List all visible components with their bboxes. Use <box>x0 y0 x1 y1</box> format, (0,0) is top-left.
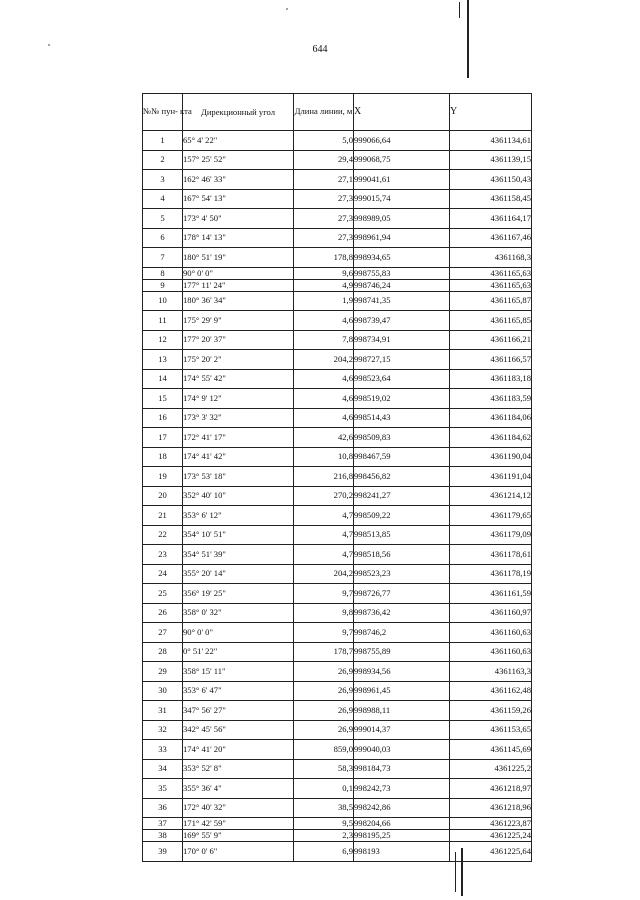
table-row <box>143 279 532 291</box>
scan-artifact-dot <box>286 8 288 10</box>
cell-point-number: 26 <box>143 603 183 623</box>
cell-line-length: 178,7 <box>294 642 354 662</box>
cell-line-length: 9,7 <box>294 584 354 604</box>
cell-line-length: 26,9 <box>294 662 354 682</box>
table-row <box>143 506 532 526</box>
table-row <box>143 189 532 209</box>
cell-line-length: 27,3 <box>294 228 354 248</box>
cell-x: 998456,82 <box>354 467 450 487</box>
cell-x: 999066,64 <box>354 131 450 151</box>
cell-y: 4361218,97 <box>450 779 532 799</box>
cell-point-number: 8 <box>143 267 183 279</box>
cell-y: 4361178,19 <box>450 564 532 584</box>
cell-line-length: 4,7 <box>294 506 354 526</box>
cell-point-number: 35 <box>143 779 183 799</box>
table-row <box>143 350 532 370</box>
cell-line-length: 26,9 <box>294 681 354 701</box>
table-row <box>143 209 532 229</box>
header-point-number: №№ пун- кта <box>143 94 183 131</box>
cell-point-number: 33 <box>143 740 183 760</box>
cell-x: 998514,43 <box>354 408 450 428</box>
cell-x: 998755,83 <box>354 267 450 279</box>
cell-point-number: 13 <box>143 350 183 370</box>
cell-point-number: 38 <box>143 830 183 842</box>
cell-x: 998755,89 <box>354 642 450 662</box>
cell-line-length: 9,8 <box>294 603 354 623</box>
table-row <box>143 642 532 662</box>
cell-y: 4361166,21 <box>450 330 532 350</box>
cell-y: 4361183,59 <box>450 389 532 409</box>
cell-direction-angle: 177° 11' 24" <box>183 279 294 291</box>
cell-y: 4361160,63 <box>450 642 532 662</box>
cell-line-length: 27,1 <box>294 170 354 190</box>
cell-point-number: 3 <box>143 170 183 190</box>
cell-line-length: 4,6 <box>294 311 354 331</box>
table-row <box>143 662 532 682</box>
table-row <box>143 564 532 584</box>
cell-x: 998242,73 <box>354 779 450 799</box>
cell-direction-angle: 355° 20' 14" <box>183 564 294 584</box>
table-row <box>143 486 532 506</box>
cell-point-number: 27 <box>143 623 183 643</box>
cell-line-length: 4,7 <box>294 525 354 545</box>
cell-line-length: 859,0 <box>294 740 354 760</box>
cell-y: 4361134,61 <box>450 131 532 151</box>
cell-direction-angle: 352° 40' 10" <box>183 486 294 506</box>
cell-point-number: 11 <box>143 311 183 331</box>
cell-direction-angle: 356° 19' 25" <box>183 584 294 604</box>
cell-x: 998934,56 <box>354 662 450 682</box>
cell-y: 4361153,65 <box>450 720 532 740</box>
table-row <box>143 798 532 818</box>
cell-line-length: 38,5 <box>294 798 354 818</box>
cell-point-number: 23 <box>143 545 183 565</box>
cell-direction-angle: 174° 41' 42" <box>183 447 294 467</box>
cell-line-length: 27,3 <box>294 209 354 229</box>
cell-point-number: 12 <box>143 330 183 350</box>
table-row <box>143 681 532 701</box>
cell-y: 4361225,24 <box>450 830 532 842</box>
cell-line-length: 216,8 <box>294 467 354 487</box>
cell-direction-angle: 170° 0' 6" <box>183 842 294 862</box>
table-row <box>143 720 532 740</box>
cell-direction-angle: 169° 55' 9" <box>183 830 294 842</box>
cell-line-length: 6,9 <box>294 842 354 862</box>
cell-direction-angle: 353° 6' 12" <box>183 506 294 526</box>
cell-direction-angle: 180° 51' 19" <box>183 248 294 268</box>
cell-x: 999068,75 <box>354 150 450 170</box>
cell-point-number: 5 <box>143 209 183 229</box>
cell-direction-angle: 358° 0' 32" <box>183 603 294 623</box>
table-row <box>143 389 532 409</box>
table-row <box>143 369 532 389</box>
cell-line-length: 27,3 <box>294 189 354 209</box>
cell-direction-angle: 342° 45' 56" <box>183 720 294 740</box>
table-row <box>143 248 532 268</box>
table-row <box>143 779 532 799</box>
cell-x: 998988,11 <box>354 701 450 721</box>
table-row <box>143 701 532 721</box>
cell-direction-angle: 180° 36' 34" <box>183 291 294 311</box>
cell-x: 998193 <box>354 842 450 862</box>
cell-y: 4361190,04 <box>450 447 532 467</box>
cell-y: 4361168,3 <box>450 248 532 268</box>
cell-direction-angle: 178° 14' 13" <box>183 228 294 248</box>
cell-point-number: 34 <box>143 759 183 779</box>
cell-point-number: 22 <box>143 525 183 545</box>
cell-y: 4361161,59 <box>450 584 532 604</box>
cell-y: 4361191,04 <box>450 467 532 487</box>
cell-line-length: 26,9 <box>294 701 354 721</box>
cell-y: 4361184,62 <box>450 428 532 448</box>
table-row <box>143 467 532 487</box>
table-row <box>143 131 532 151</box>
cell-x: 998727,15 <box>354 350 450 370</box>
cell-direction-angle: 162° 46' 33" <box>183 170 294 190</box>
cell-direction-angle: 358° 15' 11" <box>183 662 294 682</box>
cell-y: 4361167,46 <box>450 228 532 248</box>
cell-y: 4361218,96 <box>450 798 532 818</box>
cell-x: 998736,42 <box>354 603 450 623</box>
cell-y: 4361150,43 <box>450 170 532 190</box>
cell-y: 4361166,57 <box>450 350 532 370</box>
cell-direction-angle: 353° 6' 47" <box>183 681 294 701</box>
cell-direction-angle: 174° 41' 20" <box>183 740 294 760</box>
cell-y: 4361165,63 <box>450 267 532 279</box>
cell-x: 998726,77 <box>354 584 450 604</box>
cell-x: 998519,02 <box>354 389 450 409</box>
cell-direction-angle: 90° 0' 0" <box>183 267 294 279</box>
cell-point-number: 16 <box>143 408 183 428</box>
cell-direction-angle: 173° 3' 32" <box>183 408 294 428</box>
cell-point-number: 31 <box>143 701 183 721</box>
table-row <box>143 584 532 604</box>
table-row <box>143 267 532 279</box>
table-row <box>143 291 532 311</box>
cell-direction-angle: 172° 40' 32" <box>183 798 294 818</box>
cell-x: 998989,05 <box>354 209 450 229</box>
cell-x: 998204,66 <box>354 818 450 830</box>
header-line-length: Длина линии, м <box>294 94 354 131</box>
scan-artifact-dot <box>48 44 50 46</box>
cell-line-length: 204,2 <box>294 564 354 584</box>
header-y: Y <box>450 94 532 131</box>
cell-direction-angle: 0° 51' 22" <box>183 642 294 662</box>
table-row <box>143 818 532 830</box>
cell-x: 998509,22 <box>354 506 450 526</box>
cell-x: 998523,64 <box>354 369 450 389</box>
table-row <box>143 330 532 350</box>
cell-point-number: 32 <box>143 720 183 740</box>
table-row <box>143 623 532 643</box>
cell-line-length: 29,4 <box>294 150 354 170</box>
cell-x: 999014,37 <box>354 720 450 740</box>
cell-direction-angle: 90° 0' 0" <box>183 623 294 643</box>
cell-line-length: 7,8 <box>294 330 354 350</box>
cell-x: 998195,25 <box>354 830 450 842</box>
table-row <box>143 603 532 623</box>
cell-line-length: 1,9 <box>294 291 354 311</box>
table-header-row <box>143 94 532 131</box>
cell-point-number: 9 <box>143 279 183 291</box>
cell-line-length: 2,3 <box>294 830 354 842</box>
cell-line-length: 58,3 <box>294 759 354 779</box>
cell-line-length: 178,8 <box>294 248 354 268</box>
cell-point-number: 20 <box>143 486 183 506</box>
cell-point-number: 21 <box>143 506 183 526</box>
cell-x: 999040,03 <box>354 740 450 760</box>
cell-point-number: 36 <box>143 798 183 818</box>
cell-point-number: 24 <box>143 564 183 584</box>
cell-y: 4361165,63 <box>450 279 532 291</box>
cell-x: 998746,24 <box>354 279 450 291</box>
cell-y: 4361225,64 <box>450 842 532 862</box>
table-row <box>143 311 532 331</box>
cell-direction-angle: 177° 20' 37" <box>183 330 294 350</box>
cell-line-length: 4,6 <box>294 389 354 409</box>
cell-y: 4361184,06 <box>450 408 532 428</box>
coordinates-table <box>142 93 532 862</box>
cell-y: 4361139,15 <box>450 150 532 170</box>
cell-point-number: 4 <box>143 189 183 209</box>
cell-y: 4361179,09 <box>450 525 532 545</box>
cell-y: 4361164,17 <box>450 209 532 229</box>
cell-point-number: 19 <box>143 467 183 487</box>
cell-y: 4361160,63 <box>450 623 532 643</box>
header-x: X <box>354 94 450 131</box>
cell-direction-angle: 353° 52' 8" <box>183 759 294 779</box>
cell-y: 4361160,97 <box>450 603 532 623</box>
cell-x: 998467,59 <box>354 447 450 467</box>
cell-point-number: 7 <box>143 248 183 268</box>
cell-x: 998513,85 <box>354 525 450 545</box>
cell-x: 998523,23 <box>354 564 450 584</box>
cell-y: 4361165,87 <box>450 291 532 311</box>
cell-point-number: 39 <box>143 842 183 862</box>
cell-x: 998241,27 <box>354 486 450 506</box>
scan-artifact-line <box>467 0 469 78</box>
cell-point-number: 18 <box>143 447 183 467</box>
cell-y: 4361163,3 <box>450 662 532 682</box>
cell-point-number: 29 <box>143 662 183 682</box>
cell-point-number: 25 <box>143 584 183 604</box>
cell-direction-angle: 172° 41' 17" <box>183 428 294 448</box>
cell-point-number: 28 <box>143 642 183 662</box>
cell-direction-angle: 174° 55' 42" <box>183 369 294 389</box>
cell-x: 998739,47 <box>354 311 450 331</box>
cell-line-length: 9,6 <box>294 267 354 279</box>
cell-line-length: 5,0 <box>294 131 354 151</box>
cell-point-number: 14 <box>143 369 183 389</box>
cell-x: 999041,61 <box>354 170 450 190</box>
cell-y: 4361225,2 <box>450 759 532 779</box>
cell-direction-angle: 175° 20' 2" <box>183 350 294 370</box>
header-direction-angle: Дирекционный угол <box>183 94 294 131</box>
page-number: 644 <box>312 44 328 55</box>
cell-y: 4361165,85 <box>450 311 532 331</box>
cell-line-length: 204,2 <box>294 350 354 370</box>
cell-point-number: 17 <box>143 428 183 448</box>
table-row <box>143 545 532 565</box>
cell-direction-angle: 355° 36' 4" <box>183 779 294 799</box>
cell-direction-angle: 65° 4' 22" <box>183 131 294 151</box>
cell-point-number: 2 <box>143 150 183 170</box>
cell-direction-angle: 175° 29' 9" <box>183 311 294 331</box>
cell-direction-angle: 173° 53' 18" <box>183 467 294 487</box>
cell-y: 4361183,18 <box>450 369 532 389</box>
cell-line-length: 4,9 <box>294 279 354 291</box>
cell-line-length: 4,6 <box>294 408 354 428</box>
cell-y: 4361179,65 <box>450 506 532 526</box>
scan-artifact-line <box>459 2 460 18</box>
cell-point-number: 37 <box>143 818 183 830</box>
cell-direction-angle: 347° 56' 27" <box>183 701 294 721</box>
cell-line-length: 42,6 <box>294 428 354 448</box>
table-row <box>143 842 532 862</box>
cell-y: 4361158,45 <box>450 189 532 209</box>
cell-x: 998741,35 <box>354 291 450 311</box>
cell-direction-angle: 354° 51' 39" <box>183 545 294 565</box>
cell-direction-angle: 173° 4' 50" <box>183 209 294 229</box>
cell-y: 4361178,61 <box>450 545 532 565</box>
table-row <box>143 525 532 545</box>
table-row <box>143 830 532 842</box>
cell-y: 4361223,87 <box>450 818 532 830</box>
cell-point-number: 10 <box>143 291 183 311</box>
cell-x: 998518,56 <box>354 545 450 565</box>
table-row <box>143 740 532 760</box>
cell-direction-angle: 174° 9' 12" <box>183 389 294 409</box>
cell-direction-angle: 354° 10' 51" <box>183 525 294 545</box>
cell-y: 4361159,26 <box>450 701 532 721</box>
cell-x: 999015,74 <box>354 189 450 209</box>
cell-x: 998961,45 <box>354 681 450 701</box>
cell-x: 998934,65 <box>354 248 450 268</box>
cell-x: 998184,73 <box>354 759 450 779</box>
cell-y: 4361214,12 <box>450 486 532 506</box>
cell-direction-angle: 171° 42' 59" <box>183 818 294 830</box>
table-row <box>143 759 532 779</box>
cell-line-length: 26,9 <box>294 720 354 740</box>
cell-point-number: 30 <box>143 681 183 701</box>
table-row <box>143 447 532 467</box>
cell-x: 998242,86 <box>354 798 450 818</box>
cell-line-length: 9,5 <box>294 818 354 830</box>
cell-line-length: 0,1 <box>294 779 354 799</box>
cell-y: 4361162,48 <box>450 681 532 701</box>
cell-x: 998734,91 <box>354 330 450 350</box>
table-row <box>143 150 532 170</box>
cell-line-length: 4,6 <box>294 369 354 389</box>
cell-x: 998746,2 <box>354 623 450 643</box>
cell-line-length: 4,7 <box>294 545 354 565</box>
cell-line-length: 10,8 <box>294 447 354 467</box>
cell-point-number: 6 <box>143 228 183 248</box>
table-row <box>143 170 532 190</box>
table-row <box>143 408 532 428</box>
cell-point-number: 15 <box>143 389 183 409</box>
cell-line-length: 9,7 <box>294 623 354 643</box>
cell-x: 998509,83 <box>354 428 450 448</box>
cell-point-number: 1 <box>143 131 183 151</box>
cell-line-length: 270,2 <box>294 486 354 506</box>
cell-x: 998961,94 <box>354 228 450 248</box>
cell-direction-angle: 167° 54' 13" <box>183 189 294 209</box>
cell-direction-angle: 157° 25' 52" <box>183 150 294 170</box>
table-row <box>143 228 532 248</box>
cell-y: 4361145,69 <box>450 740 532 760</box>
table-row <box>143 428 532 448</box>
